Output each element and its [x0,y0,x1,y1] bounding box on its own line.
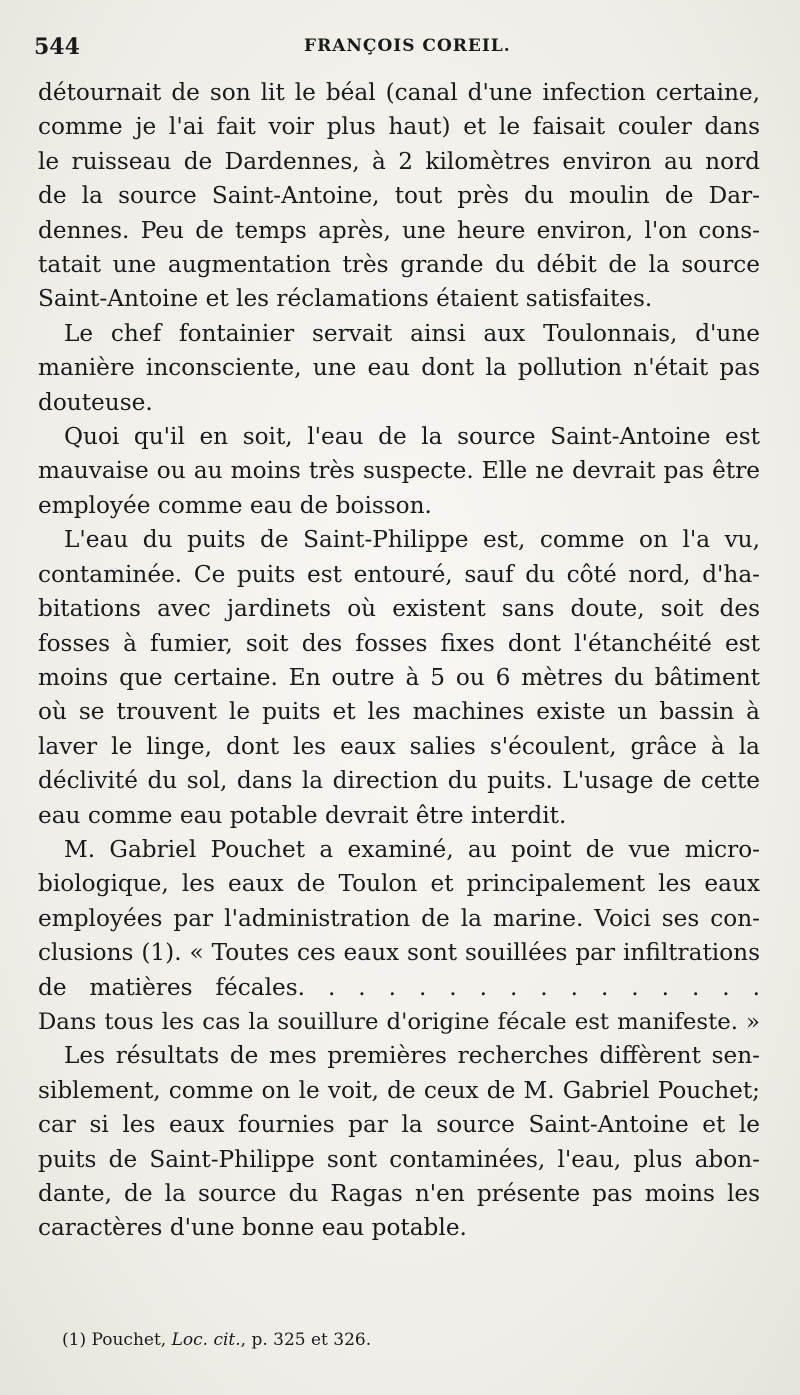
text-line: clusions (1). « Toutes ces eaux sont souillées par infiltrations [38,939,760,967]
text-line: caractères d'une bonne eau potable. [38,1214,467,1242]
footnote [62,1330,762,1350]
text-line: douteuse. [38,388,153,416]
text-line: L'eau du puits de Saint-Philippe est, comme on l'a vu, [64,526,760,554]
text-line: Les résultats de mes premières recherches diffèrent sen- [64,1042,760,1070]
text-line: bitations avec jardinets où existent sans doute, soit des [38,595,760,623]
text-line: dante, de la source du Ragas n'en présente pas moins les [38,1180,760,1207]
paragraph-4 [38,523,760,833]
text-line: employées par l'administration de la marine. Voici ses con- [38,904,760,932]
text-line: fosses à fumier, soit des fosses fixes dont l'étanchéité est [38,629,760,657]
text-line: eau comme eau potable devrait être interdit. [38,801,567,829]
text-line: tatait une augmentation très grande du débit de la source [38,251,760,279]
paragraph-1 [38,76,760,317]
text-line: détournait de son lit le béal (canal d'une infection certaine, [38,79,760,106]
text-line: employée comme eau de boisson. [38,491,432,519]
paragraph-2 [38,317,760,420]
text-line: mauvaise ou au moins très suspecte. Elle ne devrait pas être [38,457,760,485]
text-line: manière inconsciente, une eau dont la pollution n'était pas [38,354,760,382]
text-line: comme je l'ai fait voir plus haut) et le faisait couler dans [38,113,760,141]
page-header [34,30,760,64]
text-line: de matières fécales. . . . . . . . . . . . . . . . [38,973,760,1001]
text-line: Le chef fontainier servait ainsi aux Toulonnais, d'une [64,319,760,347]
footnote-pages: , p. 325 et 326. [240,1330,372,1350]
paragraph-3 [38,420,760,523]
text-line: moins que certaine. En outre à 5 ou 6 mètres du bâtiment [38,663,760,691]
paragraph-6 [38,1039,760,1245]
running-title: FRANÇOIS COREIL. [304,36,511,56]
text-line: laver le linge, dont les eaux salies s'écoulent, grâce à la [38,732,760,760]
text-line: le ruisseau de Dardennes, à 2 kilomètres environ au nord [38,147,760,175]
text-line: Saint-Antoine et les réclamations étaient satisfaites. [38,285,653,313]
text-line: Dans tous les cas la souillure d'origine fécale est manifeste. » [38,1008,760,1035]
text-line: déclivité du sol, dans la direction du puits. L'usage de cette [38,767,760,795]
text-line: siblement, comme on le voit, de ceux de M. Gabriel Pouchet; [38,1076,760,1104]
page-number: 544 [34,34,80,60]
text-line: où se trouvent le puits et les machines existe un bassin à [38,698,760,726]
text-line: M. Gabriel Pouchet a examiné, au point de vue micro- [64,835,760,863]
text-line: car si les eaux fournies par la source Saint-Antoine et le [38,1111,760,1139]
body-text [38,76,760,1246]
text-line: puits de Saint-Philippe sont contaminées, l'eau, plus abon- [38,1145,760,1173]
paragraph-5 [38,833,760,1039]
footnote-reference: Loc. cit. [171,1330,241,1350]
text-line: contaminée. Ce puits est entouré, sauf du côté nord, d'ha- [38,560,760,588]
text-line: Quoi qu'il en soit, l'eau de la source Saint-Antoine est [64,423,760,451]
footnote-marker: (1) Pouchet, [62,1330,172,1350]
text-line: dennes. Peu de temps après, une heure environ, l'on cons- [38,216,760,244]
text-line: biologique, les eaux de Toulon et principalement les eaux [38,870,760,898]
text-line: de la source Saint-Antoine, tout près du moulin de Dar- [38,182,760,210]
